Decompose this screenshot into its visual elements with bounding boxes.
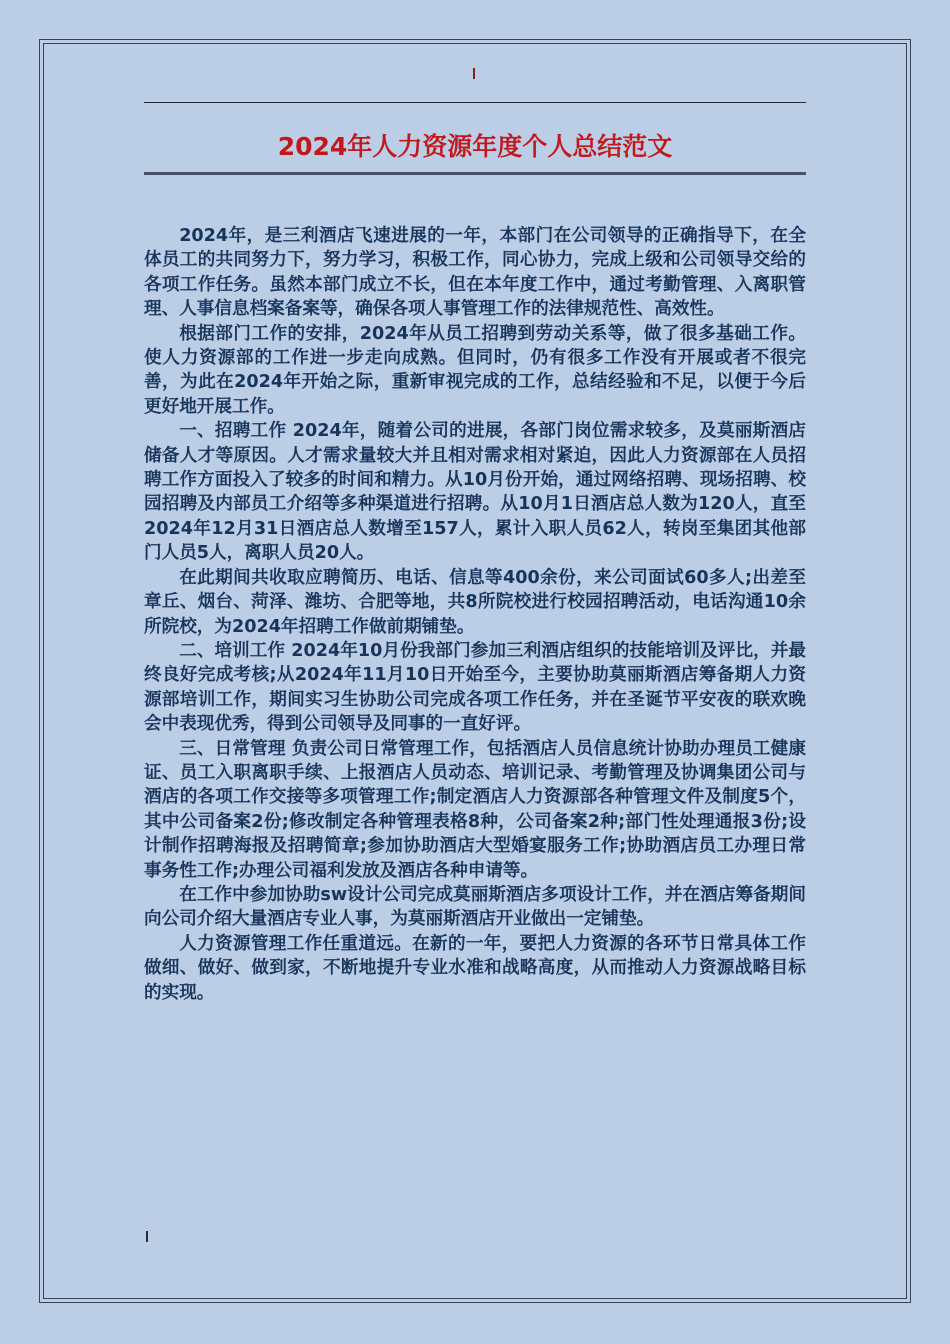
paragraph-design-support: 在工作中参加协助sw设计公司完成莫丽斯酒店多项设计工作，并在酒店筹备期间向公司介绍大量酒店专业人事，为莫丽斯酒店开业做出一定铺垫。 xyxy=(144,884,806,930)
paragraph-conclusion: 人力资源管理工作任重道远。在新的一年，要把人力资源的各环节日常具体工作做细、做好、做到家，不断地提升专业水准和战略高度，从而推动人力资源战略目标的实现。 xyxy=(144,933,806,1003)
paragraph-intro: 2024年，是三利酒店飞速进展的一年，本部门在公司领导的正确指导下，在全体员工的共同努力下，努力学习，积极工作，同心协力，完成上级和公司领导交给的各项工作任务。虽然本部门成立不长，但在本年度工作中，通过考勤管理、入离职管理、人事信息档案备案等，确保各项人事管理工作的法律规范性、高效性。 xyxy=(144,226,806,320)
title-underline xyxy=(144,172,806,175)
document-body xyxy=(144,224,806,1005)
paragraph-recruitment-detail: 在此期间共收取应聘简历、电话、信息等400余份，来公司面试60多人;出差至章丘、烟台、菏泽、潍坊、合肥等地，共8所院校进行校园招聘活动，电话沟通10余所院校，为2024年招聘工作做前期铺垫。 xyxy=(144,567,806,637)
paragraph-training: 二、培训工作 2024年10月份我部门参加三利酒店组织的技能培训及评比，并最终良好完成考核;从2024年11月10日开始至今，主要协助莫丽斯酒店筹备期人力资源部培训工作，期间实习生协助公司完成各项工作任务，并在圣诞节平安夜的联欢晚会中表现优秀，得到公司领导及同事的一直好评。 xyxy=(144,640,806,735)
paragraph-arrangement: 根据部门工作的安排，2024年从员工招聘到劳动关系等，做了很多基础工作。使人力资源部的工作进一步走向成熟。但同时，仍有很多工作没有开展或者不很完善，为此在2024年开始之际，重新审视完成的工作，总结经验和不足，以便于今后更好地开展工作。 xyxy=(144,323,806,417)
paragraph-daily-management: 三、日常管理 负责公司日常管理工作，包括酒店人员信息统计协助办理员工健康证、员工入职离职手续、上报酒店人员动态、培训记录、考勤管理及协调集团公司与酒店的各项工作交接等多项管理工作;制定酒店人力资源部各种管理文件及制度5个，其中公司备案2份;修改制定各种管理表格8种，公司备案2种;部门性处理通报3份;设计制作招聘海报及招聘简章;参加协助酒店大型婚宴服务工作;协助酒店员工办理日常事务性工作;办理公司福利发放及酒店各种申请等。 xyxy=(144,738,806,881)
paragraph-recruitment: 一、招聘工作 2024年，随着公司的进展，各部门岗位需求较多，及莫丽斯酒店储备人才等原因。人才需求量较大并且相对需求相对紧迫，因此人力资源部在人员招聘工作方面投入了较多的时间和精力。从10月份开始，通过网络招聘、现场招聘、校园招聘及内部员工介绍等多种渠道进行招聘。从10月1日酒店总人数为120人，直至2024年12月31日酒店总人数增至157人，累计入职人员62人，转岗至集团其他部门人员5人，离职人员20人。 xyxy=(144,421,806,564)
document-title: 2024年人力资源年度个人总结范文 xyxy=(277,132,673,161)
footer-cursor-mark xyxy=(146,1231,148,1242)
header-cursor-mark xyxy=(473,68,475,79)
header-rule xyxy=(144,102,806,103)
